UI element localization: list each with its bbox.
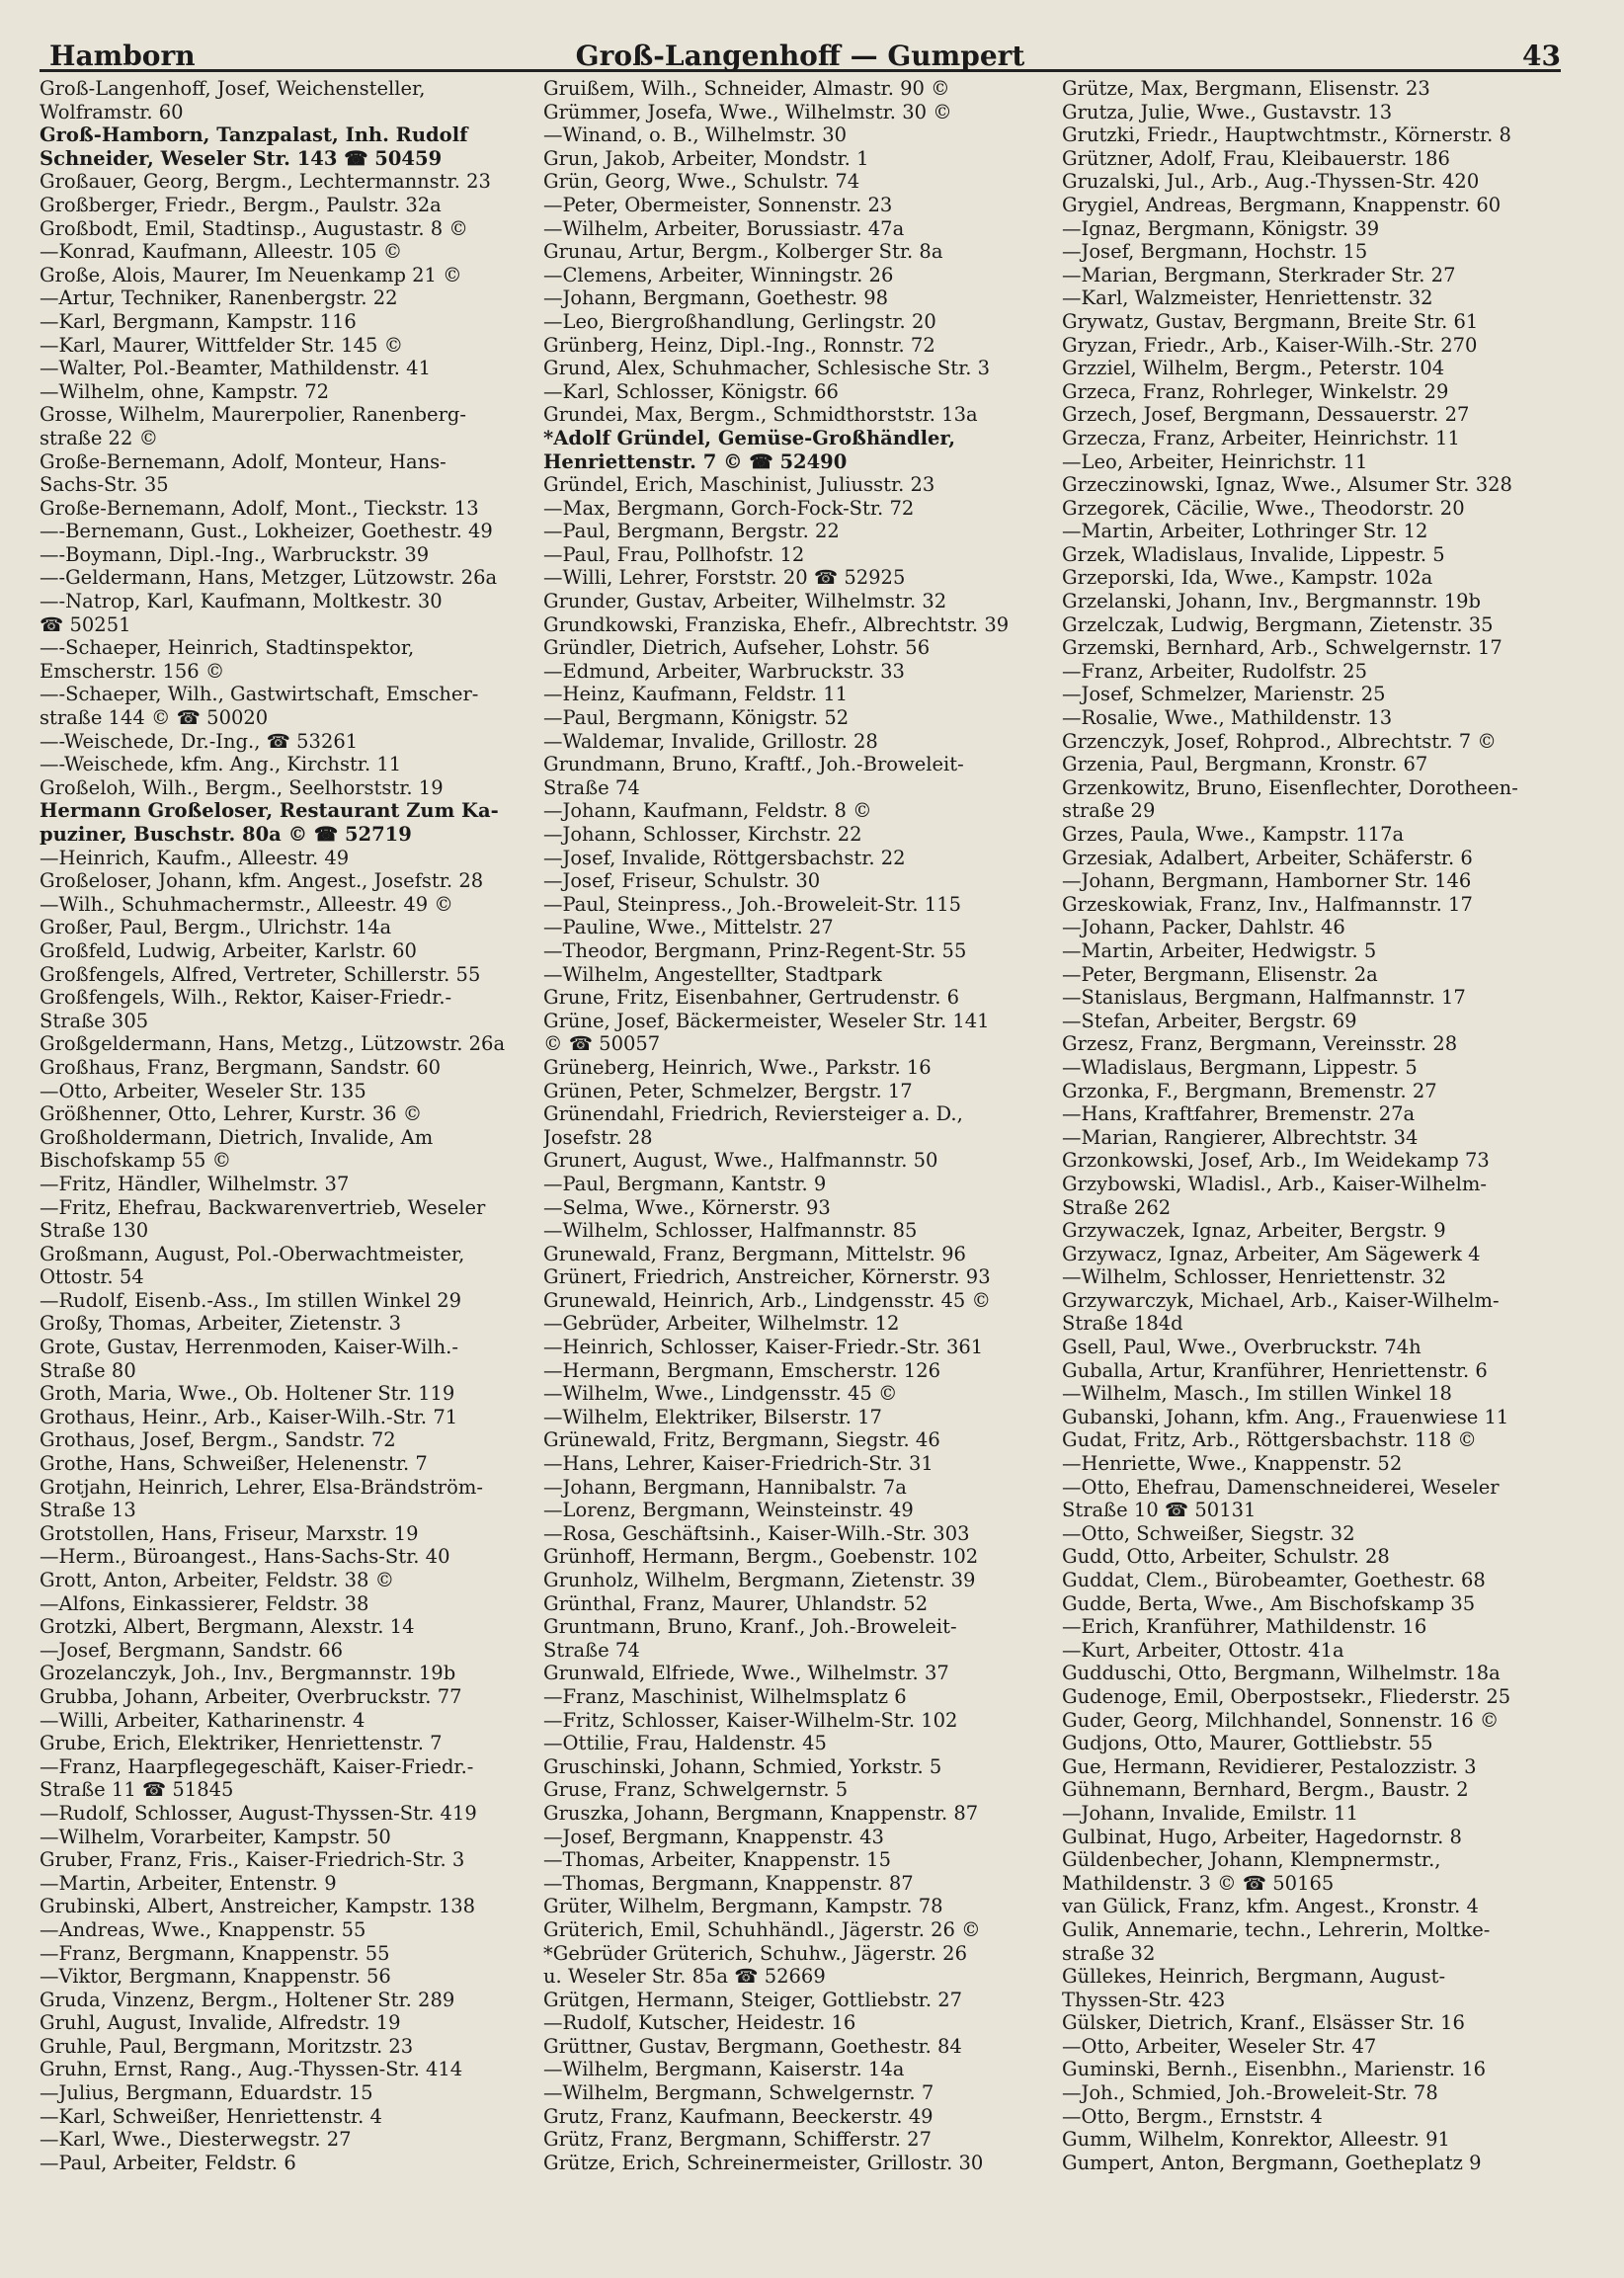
directory-entry: Grünen, Peter, Schmelzer, Bergstr. 17	[543, 1079, 913, 1102]
directory-entry: —Martin, Arbeiter, Hedwigstr. 5	[1062, 938, 1377, 962]
directory-entry: Grotzki, Albert, Bergmann, Alexstr. 14	[40, 1615, 415, 1639]
directory-entry: Grund, Alex, Schuhmacher, Schlesische Str. 3	[543, 357, 991, 380]
directory-entry: —Otto, Ehefrau, Damenschneiderei, Weseler	[1062, 1475, 1500, 1499]
column-1	[40, 77, 548, 2250]
directory-entry: —Waldemar, Invalide, Grillostr. 28	[543, 729, 878, 753]
directory-entry: —Hans, Kraftfahrer, Bremenstr. 27a	[1062, 1102, 1416, 1126]
directory-entry: —Johann, Invalide, Emilstr. 11	[1062, 1801, 1358, 1825]
directory-entry: Grunewald, Heinrich, Arb., Lindgensstr. 45 ©	[543, 1288, 991, 1312]
directory-entry: straße 22 ©	[40, 426, 159, 449]
directory-entry: —Clemens, Arbeiter, Winningstr. 26	[543, 263, 894, 286]
directory-entry: —Rudolf, Kutscher, Heidestr. 16	[543, 2011, 856, 2035]
directory-entry: Gruda, Vinzenz, Bergm., Holtener Str. 289	[40, 1988, 455, 2011]
directory-entry: straße 29	[1062, 799, 1156, 823]
directory-entry: Güllekes, Heinrich, Bergmann, August-	[1062, 1965, 1446, 1989]
directory-entry: Grothaus, Heinr., Arb., Kaiser-Wilh.-Str. 71	[40, 1405, 458, 1428]
directory-entry: —-Weischede, kfm. Ang., Kirchstr. 11	[40, 753, 402, 776]
directory-entry: —Franz, Maschinist, Wilhelmsplatz 6	[543, 1684, 907, 1708]
directory-entry: Gudduschi, Otto, Bergmann, Wilhelmstr. 18a	[1062, 1662, 1501, 1685]
directory-entry: Grünewald, Fritz, Bergmann, Siegstr. 46	[543, 1428, 940, 1452]
directory-entry: —-Schaeper, Heinrich, Stadtinspektor,	[40, 636, 415, 660]
directory-entry: Großeloh, Wilh., Bergm., Seelhorststr. 19	[40, 775, 444, 799]
directory-entry: Grzesz, Franz, Bergmann, Vereinsstr. 28	[1062, 1032, 1458, 1056]
directory-entry: Emscherstr. 156 ©	[40, 659, 225, 683]
directory-entry: —-Geldermann, Hans, Metzger, Lützowstr. 26a	[40, 566, 498, 590]
directory-entry: —Thomas, Arbeiter, Knappenstr. 15	[543, 1848, 891, 1872]
directory-entry: Großgeldermann, Hans, Metzg., Lützowstr. 26a	[40, 1032, 506, 1056]
directory-entry: Grünhoff, Hermann, Bergm., Goebenstr. 102	[543, 1545, 979, 1569]
directory-entry: Guder, Georg, Milchhandel, Sonnenstr. 16 ©	[1062, 1708, 1500, 1732]
directory-entry: Henriettenstr. 7 © ☎ 52490	[543, 449, 848, 473]
directory-entry: Großberger, Friedr., Bergm., Paulstr. 32a	[40, 193, 442, 216]
directory-entry: Gudat, Fritz, Arb., Röttgersbachstr. 118 ©	[1062, 1428, 1477, 1452]
directory-entry: —Johann, Schlosser, Kirchstr. 22	[543, 823, 862, 846]
directory-entry: Großfengels, Alfred, Vertreter, Schillerstr. 55	[40, 962, 481, 986]
directory-entry: Grote, Gustav, Herrenmoden, Kaiser-Wilh.-	[40, 1336, 458, 1359]
directory-entry: Großfengels, Wilh., Rektor, Kaiser-Friedr.-	[40, 986, 452, 1010]
directory-entry: Grzonka, F., Bergmann, Bremenstr. 27	[1062, 1079, 1437, 1102]
directory-entry: —Marian, Bergmann, Sterkrader Str. 27	[1062, 263, 1456, 286]
directory-entry: Grutzki, Friedr., Hauptwchtmstr., Körnerstr. 8	[1062, 123, 1511, 147]
directory-entry: —Wladislaus, Bergmann, Lippestr. 5	[1062, 1055, 1418, 1079]
directory-entry: —-Natrop, Karl, Kaufmann, Moltkestr. 30	[40, 590, 443, 613]
directory-entry: —Rudolf, Schlosser, August-Thyssen-Str. 419	[40, 1801, 477, 1825]
directory-entry: —Karl, Maurer, Wittfelder Str. 145 ©	[40, 333, 404, 357]
directory-entry: Gruszka, Johann, Bergmann, Knappenstr. 87	[543, 1801, 979, 1825]
directory-entry: Grunau, Artur, Bergm., Kolberger Str. 8a	[543, 240, 943, 264]
directory-entry: Grzegorek, Cäcilie, Wwe., Theodorstr. 20	[1062, 496, 1465, 520]
directory-entry: —Gebrüder, Arbeiter, Wilhelmstr. 12	[543, 1312, 900, 1336]
directory-entry: —Karl, Schweißer, Henriettenstr. 4	[40, 2104, 382, 2128]
directory-entry: Gudde, Berta, Wwe., Am Bischofskamp 35	[1062, 1591, 1476, 1615]
directory-entry: Grzybowski, Wladisl., Arb., Kaiser-Wilhelm-	[1062, 1172, 1487, 1195]
directory-entry: —Ottilie, Frau, Haldenstr. 45	[543, 1732, 827, 1755]
directory-entry: Straße 13	[40, 1499, 136, 1522]
directory-entry: Wolframstr. 60	[40, 100, 184, 123]
directory-entry: Grzemski, Bernhard, Arb., Schwelgernstr. 17	[1062, 636, 1502, 660]
directory-entry: Schneider, Weseler Str. 143 ☎ 50459	[40, 146, 443, 170]
directory-entry: Gulbinat, Hugo, Arbeiter, Hagedornstr. 8	[1062, 1825, 1462, 1848]
directory-entry: —Martin, Arbeiter, Entenstr. 9	[40, 1871, 337, 1895]
directory-entry: Grzelanski, Johann, Inv., Bergmannstr. 19b	[1062, 590, 1482, 613]
directory-entry: Grunert, August, Wwe., Halfmannstr. 50	[543, 1149, 938, 1173]
directory-entry: Grzes, Paula, Wwe., Kampstr. 117a	[1062, 823, 1405, 846]
directory-entry: —Wilhelm, Masch., Im stillen Winkel 18	[1062, 1382, 1452, 1406]
directory-entry: —Stefan, Arbeiter, Bergstr. 69	[1062, 1009, 1357, 1032]
directory-entry: Straße 74	[543, 775, 640, 799]
directory-entry: Grunholz, Wilhelm, Bergmann, Zietenstr. 39	[543, 1569, 976, 1591]
directory-entry: —Wilhelm, Wwe., Lindgensstr. 45 ©	[543, 1382, 898, 1406]
directory-entry: Grothaus, Josef, Bergm., Sandstr. 72	[40, 1428, 396, 1452]
directory-entry: Gumpert, Anton, Bergmann, Goetheplatz 9	[1062, 2151, 1482, 2174]
directory-entry: —Marian, Rangierer, Albrechtstr. 34	[1062, 1125, 1419, 1149]
directory-entry: straße 32	[1062, 1941, 1156, 1965]
directory-entry: van Gülick, Franz, kfm. Angest., Kronstr. 4	[1062, 1895, 1479, 1918]
directory-entry: —Willi, Lehrer, Forststr. 20 ☎ 52925	[543, 566, 906, 590]
directory-entry: Großbodt, Emil, Stadtinsp., Augustastr. 8 ©	[40, 216, 468, 240]
directory-entry: —Leo, Arbeiter, Heinrichstr. 11	[1062, 449, 1368, 473]
directory-entry: —Paul, Bergmann, Königstr. 52	[543, 706, 850, 730]
directory-entry: —Walter, Pol.-Beamter, Mathildenstr. 41	[40, 357, 431, 380]
directory-entry: —Heinrich, Kaufm., Alleestr. 49	[40, 846, 350, 869]
directory-entry: © ☎ 50057	[543, 1032, 661, 1056]
directory-entry: Guminski, Bernh., Eisenbhn., Marienstr. 16	[1062, 2058, 1487, 2081]
directory-entry: —Josef, Friseur, Schulstr. 30	[543, 869, 821, 893]
page-number: 43	[1522, 40, 1561, 72]
directory-entry: Grzywaczek, Ignaz, Arbeiter, Bergstr. 9	[1062, 1219, 1446, 1243]
directory-entry: —Leo, Biergroßhandlung, Gerlingstr. 20	[543, 309, 936, 333]
directory-entry: Großer, Paul, Bergm., Ulrichstr. 14a	[40, 916, 392, 939]
page-header	[40, 40, 1561, 72]
directory-entry: Straße 130	[40, 1219, 149, 1243]
directory-entry: Grzelczak, Ludwig, Bergmann, Zietenstr. 35	[1062, 612, 1494, 636]
directory-entry: Grüne, Josef, Bäckermeister, Weseler Str. 141	[543, 1009, 990, 1032]
directory-entry: Gubanski, Johann, kfm. Ang., Frauenwiese 11	[1062, 1405, 1509, 1428]
directory-entry: Grutza, Julie, Wwe., Gustavstr. 13	[1062, 100, 1393, 123]
directory-entry: Grzecza, Franz, Arbeiter, Heinrichstr. 11	[1062, 426, 1460, 449]
directory-entry: Guddat, Clem., Bürobeamter, Goethestr. 68	[1062, 1569, 1486, 1591]
directory-entry: —Otto, Bergm., Ernststr. 4	[1062, 2104, 1323, 2128]
directory-entry: Grundmann, Bruno, Kraftf., Joh.-Broweleit-	[543, 753, 964, 776]
directory-entry: Gruhn, Ernst, Rang., Aug.-Thyssen-Str. 414	[40, 2058, 463, 2081]
directory-entry: —Franz, Haarpflegegeschäft, Kaiser-Friedr.-	[40, 1754, 474, 1778]
directory-entry: —Hermann, Bergmann, Emscherstr. 126	[543, 1358, 941, 1382]
directory-entry: Grünthal, Franz, Maurer, Uhlandstr. 52	[543, 1591, 929, 1615]
directory-entry: —Fritz, Ehefrau, Backwarenvertrieb, Weseler	[40, 1195, 486, 1219]
directory-entry: —-Weischede, Dr.-Ing., ☎ 53261	[40, 729, 359, 753]
directory-entry: Grotstollen, Hans, Friseur, Marxstr. 19	[40, 1521, 419, 1545]
directory-entry: —Wilhelm, ohne, Kampstr. 72	[40, 379, 330, 403]
directory-entry: Grüneberg, Heinrich, Wwe., Parkstr. 16	[543, 1055, 932, 1079]
directory-entry: —Willi, Arbeiter, Katharinenstr. 4	[40, 1708, 365, 1732]
directory-entry: —Wilhelm, Elektriker, Bilserstr. 17	[543, 1405, 882, 1428]
directory-entry: —-Boymann, Dipl.-Ing., Warbruckstr. 39	[40, 542, 430, 566]
directory-entry: —Johann, Bergmann, Hamborner Str. 146	[1062, 869, 1472, 893]
directory-entry: Grzywarczyk, Michael, Arb., Kaiser-Wilhelm-	[1062, 1288, 1500, 1312]
directory-entry: Grzeporski, Ida, Wwe., Kampstr. 102a	[1062, 566, 1433, 590]
directory-entry: —Josef, Bergmann, Sandstr. 66	[40, 1638, 344, 1662]
directory-entry: Grütz, Franz, Bergmann, Schifferstr. 27	[543, 2128, 932, 2152]
directory-entry: —Johann, Bergmann, Goethestr. 98	[543, 286, 889, 310]
directory-entry: Grotjahn, Heinrich, Lehrer, Elsa-Brändström-	[40, 1475, 483, 1499]
directory-entry: u. Weseler Str. 85a ☎ 52669	[543, 1965, 826, 1989]
directory-entry: —Edmund, Arbeiter, Warbruckstr. 33	[543, 659, 905, 683]
directory-entry: Straße 80	[40, 1358, 136, 1382]
directory-entry: —Pauline, Wwe., Mittelstr. 27	[543, 916, 834, 939]
directory-entry: Gruntmann, Bruno, Kranf., Joh.-Broweleit-	[543, 1615, 957, 1639]
directory-entry: Grywatz, Gustav, Bergmann, Breite Str. 61	[1062, 309, 1479, 333]
directory-entry: —Josef, Schmelzer, Marienstr. 25	[1062, 683, 1386, 706]
directory-entry: —Karl, Walzmeister, Henriettenstr. 32	[1062, 286, 1433, 310]
directory-entry: —Alfons, Einkassierer, Feldstr. 38	[40, 1591, 369, 1615]
directory-entry: —-Bernemann, Gust., Lokheizer, Goethestr. 49	[40, 520, 493, 543]
directory-entry: Gruschinski, Johann, Schmied, Yorkstr. 5	[543, 1754, 942, 1778]
directory-entry: Grzek, Wladislaus, Invalide, Lippestr. 5	[1062, 542, 1445, 566]
directory-entry: —Heinrich, Schlosser, Kaiser-Friedr.-Str. 361	[543, 1336, 984, 1359]
directory-entry: —Peter, Obermeister, Sonnenstr. 23	[543, 193, 893, 216]
directory-entry: Gudjons, Otto, Maurer, Gottliebstr. 55	[1062, 1732, 1433, 1755]
column-2	[543, 77, 1052, 2250]
directory-entry: Grüttner, Gustav, Bergmann, Goethestr. 84	[543, 2034, 962, 2058]
column-3	[1062, 77, 1571, 2250]
directory-entry: Gruhl, August, Invalide, Alfredstr. 19	[40, 2011, 401, 2035]
directory-entry: —Erich, Kranführer, Mathildenstr. 16	[1062, 1615, 1427, 1639]
directory-entry: —-Schaeper, Wilh., Gastwirtschaft, Emscher-	[40, 683, 479, 706]
directory-entry: —Theodor, Bergmann, Prinz-Regent-Str. 55	[543, 938, 967, 962]
directory-entry: Gue, Hermann, Revidierer, Pestalozzistr. 3	[1062, 1754, 1477, 1778]
directory-entry: Groß-Langenhoff, Josef, Weichensteller,	[40, 77, 426, 100]
directory-entry: puziner, Buschstr. 80a © ☎ 52719	[40, 823, 412, 846]
directory-entry: —Otto, Arbeiter, Weseler Str. 47	[1062, 2034, 1377, 2058]
directory-entry: Grzeca, Franz, Rohrleger, Winkelstr. 29	[1062, 379, 1449, 403]
directory-entry: *Adolf Gründel, Gemüse-Großhändler,	[543, 426, 956, 449]
directory-entry: —Otto, Schweißer, Siegstr. 32	[1062, 1521, 1355, 1545]
directory-entry: —Josef, Invalide, Röttgersbachstr. 22	[543, 846, 906, 869]
directory-entry: Grüterich, Emil, Schuhhändl., Jägerstr. 26 ©	[543, 1917, 981, 1941]
directory-entry: Grunder, Gustav, Arbeiter, Wilhelmstr. 32	[543, 590, 947, 613]
directory-entry: Gründel, Erich, Maschinist, Juliusstr. 23	[543, 473, 935, 497]
directory-entry: Grütgen, Hermann, Steiger, Gottliebstr. 27	[543, 1988, 963, 2011]
directory-entry: Straße 262	[1062, 1195, 1172, 1219]
directory-entry: —Johann, Bergmann, Hannibalstr. 7a	[543, 1475, 907, 1499]
directory-entry: —Rosa, Geschäftsinh., Kaiser-Wilh.-Str. 303	[543, 1521, 970, 1545]
directory-entry: Grube, Erich, Elektriker, Henriettenstr. 7	[40, 1732, 443, 1755]
directory-entry: —Paul, Frau, Pollhofstr. 12	[543, 542, 805, 566]
directory-entry: —Lorenz, Bergmann, Weinsteinstr. 49	[543, 1499, 914, 1522]
directory-entry: Sachs-Str. 35	[40, 473, 169, 497]
directory-entry: Grunwald, Elfriede, Wwe., Wilhelmstr. 37	[543, 1662, 949, 1685]
header-range: Groß-Langenhoff — Gumpert	[575, 40, 1025, 72]
directory-entry: —Andreas, Wwe., Knappenstr. 55	[40, 1917, 366, 1941]
directory-entry: —Artur, Techniker, Ranenbergstr. 22	[40, 286, 398, 310]
directory-entry: Bischofskamp 55 ©	[40, 1149, 232, 1173]
directory-entry: Großmann, August, Pol.-Oberwachtmeister,	[40, 1242, 465, 1265]
directory-entry: —Ignaz, Bergmann, Königstr. 39	[1062, 216, 1380, 240]
directory-entry: —Paul, Steinpress., Joh.-Broweleit-Str. 115	[543, 892, 962, 916]
directory-entry: Grzeskowiak, Franz, Inv., Halfmannstr. 17	[1062, 892, 1473, 916]
directory-entry: Straße 74	[543, 1638, 640, 1662]
directory-entry: Hermann Großeloser, Restaurant Zum Ka-	[40, 799, 499, 823]
directory-entry: Grubinski, Albert, Anstreicher, Kampstr. 138	[40, 1895, 476, 1918]
directory-entry: Grzech, Josef, Bergmann, Dessauerstr. 27	[1062, 403, 1470, 427]
directory-entry: —Fritz, Schlosser, Kaiser-Wilhelm-Str. 102	[543, 1708, 958, 1732]
directory-entry: —Konrad, Kaufmann, Alleestr. 105 ©	[40, 240, 403, 264]
directory-entry: Grzesiak, Adalbert, Arbeiter, Schäferstr. 6	[1062, 846, 1473, 869]
directory-entry: Grott, Anton, Arbeiter, Feldstr. 38 ©	[40, 1569, 395, 1591]
directory-entry: Grundei, Max, Bergm., Schmidthorststr. 13a	[543, 403, 978, 427]
directory-entry: —Johann, Packer, Dahlstr. 46	[1062, 916, 1345, 939]
directory-entry: Grzeczinowski, Ignaz, Wwe., Alsumer Str. 328	[1062, 473, 1512, 497]
directory-entry: Groth, Maria, Wwe., Ob. Holtener Str. 119	[40, 1382, 455, 1406]
directory-entry: —Rosalie, Wwe., Mathildenstr. 13	[1062, 706, 1393, 730]
directory-entry: Großfeld, Ludwig, Arbeiter, Karlstr. 60	[40, 938, 417, 962]
directory-entry: —Viktor, Bergmann, Knappenstr. 56	[40, 1965, 391, 1989]
directory-entry: —Selma, Wwe., Körnerstr. 93	[543, 1195, 831, 1219]
directory-entry: Gumm, Wilhelm, Konrektor, Alleestr. 91	[1062, 2128, 1450, 2152]
directory-entry: Grünert, Friedrich, Anstreicher, Körnerstr. 93	[543, 1265, 991, 1289]
directory-entry: Gryzan, Friedr., Arb., Kaiser-Wilh.-Str. 270	[1062, 333, 1478, 357]
directory-entry: —Johann, Kaufmann, Feldstr. 8 ©	[543, 799, 872, 823]
directory-entry: Gühnemann, Bernhard, Bergm., Baustr. 2	[1062, 1778, 1469, 1802]
directory-entry: —Rudolf, Eisenb.-Ass., Im stillen Winkel 29	[40, 1288, 462, 1312]
directory-entry: Straße 305	[40, 1009, 149, 1032]
directory-entry: *Gebrüder Grüterich, Schuhw., Jägerstr. 26	[543, 1941, 967, 1965]
directory-entry: Große-Bernemann, Adolf, Mont., Tieckstr. 13	[40, 496, 479, 520]
directory-entry: Straße 11 ☎ 51845	[40, 1778, 234, 1802]
directory-entry: —Henriette, Wwe., Knappenstr. 52	[1062, 1452, 1403, 1476]
directory-entry: —Herm., Büroangest., Hans-Sachs-Str. 40	[40, 1545, 450, 1569]
directory-entry: Josefstr. 28	[543, 1125, 653, 1149]
directory-entry: —Josef, Bergmann, Hochstr. 15	[1062, 240, 1368, 264]
directory-entry: —Josef, Bergmann, Knappenstr. 43	[543, 1825, 884, 1848]
directory-entry: Grutz, Franz, Kaufmann, Beeckerstr. 49	[543, 2104, 934, 2128]
header-city: Hamborn	[49, 40, 196, 72]
directory-entry: straße 144 © ☎ 50020	[40, 706, 269, 730]
directory-entry: Große, Alois, Maurer, Im Neuenkamp 21 ©	[40, 263, 462, 286]
directory-entry: —Paul, Bergmann, Kantstr. 9	[543, 1172, 827, 1195]
directory-entry: Grun, Jakob, Arbeiter, Mondstr. 1	[543, 146, 869, 170]
directory-entry: —Julius, Bergmann, Eduardstr. 15	[40, 2081, 373, 2105]
directory-entry: —Max, Bergmann, Gorch-Fock-Str. 72	[543, 496, 915, 520]
directory-entry: —Wilhelm, Vorarbeiter, Kampstr. 50	[40, 1825, 391, 1848]
directory-entry: —Heinz, Kaufmann, Feldstr. 11	[543, 683, 849, 706]
directory-entry: Grütze, Erich, Schreinermeister, Grillostr. 30	[543, 2151, 984, 2174]
directory-entry: Straße 10 ☎ 50131	[1062, 1499, 1257, 1522]
directory-entry: —Franz, Bergmann, Knappenstr. 55	[40, 1941, 390, 1965]
directory-entry: Grubba, Johann, Arbeiter, Overbruckstr. 77	[40, 1684, 462, 1708]
directory-entry: —Wilh., Schuhmachermstr., Alleestr. 49 ©	[40, 892, 453, 916]
directory-entry: Grützner, Adolf, Frau, Kleibauerstr. 186	[1062, 146, 1450, 170]
directory-entry: Gruißem, Wilh., Schneider, Almastr. 90 ©	[543, 77, 950, 100]
directory-entry: Grothe, Hans, Schweißer, Helenenstr. 7	[40, 1452, 428, 1476]
directory-entry: —Hans, Lehrer, Kaiser-Friedrich-Str. 31	[543, 1452, 934, 1476]
directory-entry: —Joh., Schmied, Joh.-Broweleit-Str. 78	[1062, 2081, 1438, 2105]
directory-entry: Gudd, Otto, Arbeiter, Schulstr. 28	[1062, 1545, 1390, 1569]
directory-entry: Mathildenstr. 3 © ☎ 50165	[1062, 1871, 1335, 1895]
directory-entry: —Thomas, Bergmann, Knappenstr. 87	[543, 1871, 914, 1895]
directory-entry: —Otto, Arbeiter, Weseler Str. 135	[40, 1079, 366, 1102]
directory-entry: Gsell, Paul, Wwe., Overbruckstr. 74h	[1062, 1336, 1421, 1359]
directory-entry: Grünberg, Heinz, Dipl.-Ing., Ronnstr. 72	[543, 333, 935, 357]
directory-entry: Grün, Georg, Wwe., Schulstr. 74	[543, 170, 860, 194]
directory-entry: Gülsker, Dietrich, Kranf., Elsässer Str. 16	[1062, 2011, 1465, 2035]
directory-entry: Gruhle, Paul, Bergmann, Moritzstr. 23	[40, 2034, 414, 2058]
directory-entry: —Karl, Schlosser, Königstr. 66	[543, 379, 839, 403]
directory-entry: —Kurt, Arbeiter, Ottostr. 41a	[1062, 1638, 1344, 1662]
directory-entry: Grygiel, Andreas, Bergmann, Knappenstr. 60	[1062, 193, 1502, 216]
directory-entry: —Wilhelm, Schlosser, Halfmannstr. 85	[543, 1219, 918, 1243]
directory-entry: Grundkowski, Franziska, Ehefr., Albrechtstr. 39	[543, 612, 1010, 636]
directory-entry: Grzenczyk, Josef, Rohprod., Albrechtstr. 7 ©	[1062, 729, 1497, 753]
directory-entry: Gruse, Franz, Schwelgernstr. 5	[543, 1778, 849, 1802]
directory-entry: Grune, Fritz, Eisenbahner, Gertrudenstr. 6	[543, 986, 960, 1010]
directory-entry: Guballa, Artur, Kranführer, Henriettenstr. 6	[1062, 1358, 1488, 1382]
directory-entry: ☎ 50251	[40, 612, 131, 636]
directory-entry: Große-Bernemann, Adolf, Monteur, Hans-	[40, 449, 447, 473]
directory-entry: —Karl, Wwe., Diesterwegstr. 27	[40, 2128, 352, 2152]
directory-entry: Grüter, Wilhelm, Bergmann, Kampstr. 78	[543, 1895, 943, 1918]
directory-entry: —Paul, Arbeiter, Feldstr. 6	[40, 2151, 296, 2174]
directory-entry: Größhenner, Otto, Lehrer, Kurstr. 36 ©	[40, 1102, 423, 1126]
directory-entry: Gruzalski, Jul., Arb., Aug.-Thyssen-Str. 420	[1062, 170, 1480, 194]
directory-entry: Großhaus, Franz, Bergmann, Sandstr. 60	[40, 1055, 442, 1079]
directory-entry: Thyssen-Str. 423	[1062, 1988, 1226, 2011]
directory-entry: Grunewald, Franz, Bergmann, Mittelstr. 96	[543, 1242, 966, 1265]
directory-entry: —Karl, Bergmann, Kampstr. 116	[40, 309, 357, 333]
directory-entry: Grütze, Max, Bergmann, Elisenstr. 23	[1062, 77, 1430, 100]
directory-entry: Grosse, Wilhelm, Maurerpolier, Ranenberg-	[40, 403, 466, 427]
directory-entry: —Wilhelm, Arbeiter, Borussiastr. 47a	[543, 216, 905, 240]
directory-entry: Straße 184d	[1062, 1312, 1183, 1336]
directory-entry: Großeloser, Johann, kfm. Angest., Josefstr. 28	[40, 869, 484, 893]
directory-entry: Grzywacz, Ignaz, Arbeiter, Am Sägewerk 4	[1062, 1242, 1481, 1265]
directory-entry: —Wilhelm, Bergmann, Kaiserstr. 14a	[543, 2058, 905, 2081]
directory-entry: —Martin, Arbeiter, Lothringer Str. 12	[1062, 520, 1428, 543]
directory-entry: Grzenkowitz, Bruno, Eisenflechter, Dorotheen-	[1062, 775, 1518, 799]
directory-entry: Großy, Thomas, Arbeiter, Zietenstr. 3	[40, 1312, 402, 1336]
directory-entry: Güldenbecher, Johann, Klempnermstr.,	[1062, 1848, 1441, 1872]
directory-entry: Gudenoge, Emil, Oberpostsekr., Fliederstr. 25	[1062, 1684, 1511, 1708]
directory-entry: —Peter, Bergmann, Elisenstr. 2a	[1062, 962, 1378, 986]
directory-entry: —Wilhelm, Schlosser, Henriettenstr. 32	[1062, 1265, 1447, 1289]
directory-entry: Grzenia, Paul, Bergmann, Kronstr. 67	[1062, 753, 1428, 776]
directory-entry: —Franz, Arbeiter, Rudolfstr. 25	[1062, 659, 1367, 683]
directory-entry: Ottostr. 54	[40, 1265, 144, 1289]
directory-entry: Grünendahl, Friedrich, Reviersteiger a. D.,	[543, 1102, 963, 1126]
directory-entry: Grozelanczyk, Joh., Inv., Bergmannstr. 19b	[40, 1662, 456, 1685]
directory-entry: Groß-Hamborn, Tanzpalast, Inh. Rudolf	[40, 123, 468, 147]
directory-entry: —Paul, Bergmann, Bergstr. 22	[543, 520, 840, 543]
directory-entry: Großholdermann, Dietrich, Invalide, Am	[40, 1125, 434, 1149]
directory-entry: Großauer, Georg, Bergm., Lechtermannstr. 23	[40, 170, 491, 194]
directory-entry: —Stanislaus, Bergmann, Halfmannstr. 17	[1062, 986, 1466, 1010]
directory-entry: Gründler, Dietrich, Aufseher, Lohstr. 56	[543, 636, 931, 660]
directory-entry: Gruber, Franz, Fris., Kaiser-Friedrich-Str. 3	[40, 1848, 465, 1872]
directory-entry: Gulik, Annemarie, techn., Lehrerin, Moltke-	[1062, 1917, 1491, 1941]
directory-entry: —Winand, o. B., Wilhelmstr. 30	[543, 123, 848, 147]
directory-entry: Grzonkowski, Josef, Arb., Im Weidekamp 73	[1062, 1149, 1490, 1173]
directory-entry: Grümmer, Josefa, Wwe., Wilhelmstr. 30 ©	[543, 100, 952, 123]
directory-entry: Grzziel, Wilhelm, Bergm., Peterstr. 104	[1062, 357, 1445, 380]
directory-entry: —Fritz, Händler, Wilhelmstr. 37	[40, 1172, 350, 1195]
directory-entry: —Wilhelm, Bergmann, Schwelgernstr. 7	[543, 2081, 934, 2105]
directory-entry: —Wilhelm, Angestellter, Stadtpark	[543, 962, 882, 986]
